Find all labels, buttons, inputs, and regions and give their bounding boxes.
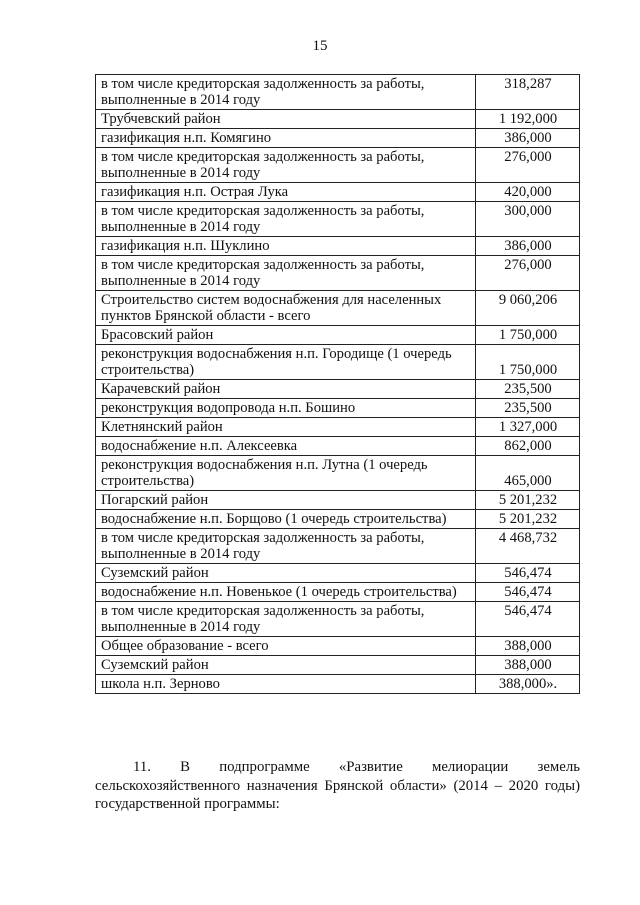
row-name-cell: школа н.п. Зерново xyxy=(96,675,476,694)
row-amount-cell: 5 201,232 xyxy=(476,491,580,510)
row-name-cell: в том числе кредиторская задолженность за работы, выполненные в 2014 году xyxy=(96,529,476,564)
table-row xyxy=(96,399,580,418)
row-amount-cell: 1 750,000 xyxy=(476,345,580,380)
row-name-cell: Клетнянский район xyxy=(96,418,476,437)
row-name-cell: в том числе кредиторская задолженность за работы, выполненные в 2014 году xyxy=(96,75,476,110)
row-name-cell: Брасовский район xyxy=(96,326,476,345)
row-amount-cell: 388,000». xyxy=(476,675,580,694)
table-row xyxy=(96,237,580,256)
table-row xyxy=(96,291,580,326)
table-row xyxy=(96,345,580,380)
row-name-cell: в том числе кредиторская задолженность за работы, выполненные в 2014 году xyxy=(96,148,476,183)
table-row xyxy=(96,129,580,148)
row-amount-cell: 276,000 xyxy=(476,256,580,291)
row-name-cell: газификация н.п. Шуклино xyxy=(96,237,476,256)
row-name-cell: в том числе кредиторская задолженность за работы, выполненные в 2014 году xyxy=(96,202,476,237)
table-row xyxy=(96,529,580,564)
row-amount-cell: 4 468,732 xyxy=(476,529,580,564)
table-row xyxy=(96,380,580,399)
table-row xyxy=(96,491,580,510)
table-row xyxy=(96,456,580,491)
row-amount-cell: 235,500 xyxy=(476,399,580,418)
page-number: 15 xyxy=(312,38,328,54)
table-row xyxy=(96,110,580,129)
row-name-cell: в том числе кредиторская задолженность за работы, выполненные в 2014 году xyxy=(96,602,476,637)
row-amount-cell: 546,474 xyxy=(476,602,580,637)
row-amount-cell: 388,000 xyxy=(476,637,580,656)
row-amount-cell: 386,000 xyxy=(476,129,580,148)
table-row xyxy=(96,437,580,456)
row-amount-cell: 420,000 xyxy=(476,183,580,202)
row-name-cell: реконструкция водоснабжения н.п. Городище (1 очередь строительства) xyxy=(96,345,476,380)
row-amount-cell: 1 192,000 xyxy=(476,110,580,129)
row-name-cell: Трубчевский район xyxy=(96,110,476,129)
row-amount-cell: 862,000 xyxy=(476,437,580,456)
table-row xyxy=(96,256,580,291)
table-row xyxy=(96,675,580,694)
row-name-cell: водоснабжение н.п. Борщово (1 очередь строительства) xyxy=(96,510,476,529)
table-row xyxy=(96,183,580,202)
row-amount-cell: 1 327,000 xyxy=(476,418,580,437)
row-name-cell: водоснабжение н.п. Алексеевка xyxy=(96,437,476,456)
row-amount-cell: 300,000 xyxy=(476,202,580,237)
row-name-cell: реконструкция водоснабжения н.п. Лутна (1 очередь строительства) xyxy=(96,456,476,491)
table-row xyxy=(96,564,580,583)
row-amount-cell: 5 201,232 xyxy=(476,510,580,529)
table-row xyxy=(96,202,580,237)
row-name-cell: водоснабжение н.п. Новенькое (1 очередь строительства) xyxy=(96,583,476,602)
table-row xyxy=(96,602,580,637)
row-amount-cell: 276,000 xyxy=(476,148,580,183)
table-row xyxy=(96,656,580,675)
row-name-cell: Общее образование - всего xyxy=(96,637,476,656)
row-amount-cell: 546,474 xyxy=(476,583,580,602)
row-name-cell: Карачевский район xyxy=(96,380,476,399)
row-amount-cell: 465,000 xyxy=(476,456,580,491)
table-row xyxy=(96,148,580,183)
row-name-cell: газификация н.п. Острая Лука xyxy=(96,183,476,202)
table-row xyxy=(96,326,580,345)
table-row xyxy=(96,75,580,110)
row-name-cell: Суземский район xyxy=(96,564,476,583)
row-name-cell: газификация н.п. Комягино xyxy=(96,129,476,148)
row-amount-cell: 1 750,000 xyxy=(476,326,580,345)
row-amount-cell: 388,000 xyxy=(476,656,580,675)
table-row xyxy=(96,418,580,437)
row-amount-cell: 386,000 xyxy=(476,237,580,256)
table-row xyxy=(96,583,580,602)
table-row xyxy=(96,637,580,656)
row-name-cell: Суземский район xyxy=(96,656,476,675)
table-row xyxy=(96,510,580,529)
paragraph-11: 11. В подпрограмме «Развитие мелиорации земель сельскохозяйственного назначения Брянской области» (2014 – 2020 годы) государственной программы: xyxy=(95,759,580,812)
row-amount-cell: 318,287 xyxy=(476,75,580,110)
budget-table xyxy=(95,74,580,694)
row-name-cell: Погарский район xyxy=(96,491,476,510)
row-amount-cell: 546,474 xyxy=(476,564,580,583)
row-name-cell: реконструкция водопровода н.п. Бошино xyxy=(96,399,476,418)
row-name-cell: Строительство систем водоснабжения для населенных пунктов Брянской области - всего xyxy=(96,291,476,326)
row-amount-cell: 9 060,206 xyxy=(476,291,580,326)
row-name-cell: в том числе кредиторская задолженность за работы, выполненные в 2014 году xyxy=(96,256,476,291)
row-amount-cell: 235,500 xyxy=(476,380,580,399)
budget-table-body xyxy=(96,75,580,694)
